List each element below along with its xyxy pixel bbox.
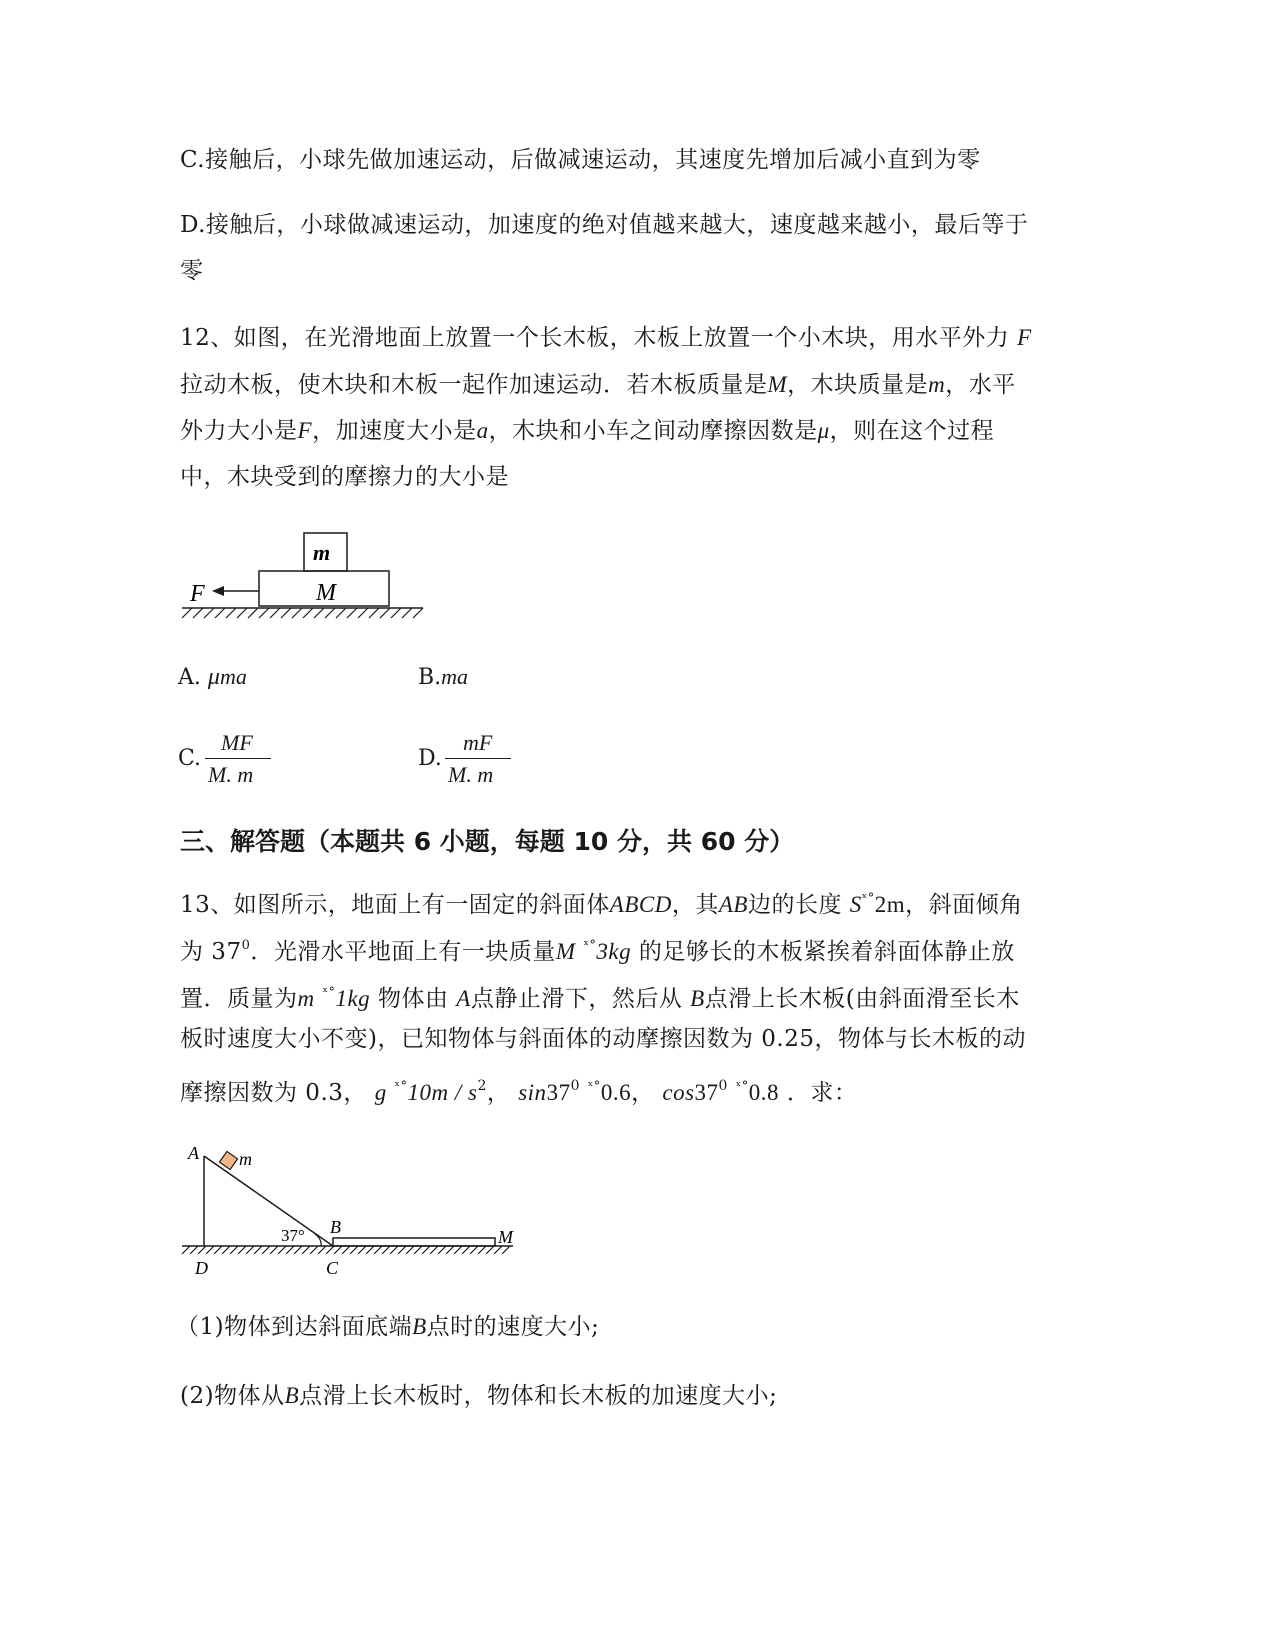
label-d: D	[195, 1258, 208, 1278]
hatch-mark	[390, 1246, 398, 1254]
q13-text: 边的长度	[747, 892, 842, 918]
hatch-mark	[206, 1246, 214, 1254]
hatch-mark	[358, 1246, 366, 1254]
q12-text: ，木块和小车之间动摩擦因数是	[488, 418, 818, 444]
hatch-mark	[374, 1246, 382, 1254]
q12-text: ，水平	[945, 372, 1016, 398]
hatch-mark	[414, 1246, 422, 1254]
hatch-mark	[193, 608, 203, 618]
q13-stem-line2	[180, 931, 1015, 967]
sliding-block	[219, 1151, 237, 1169]
ground-hatch	[182, 1246, 510, 1254]
board-label: M	[316, 580, 336, 606]
hatch-mark	[446, 1246, 454, 1254]
fraction-numerator: MF	[221, 730, 253, 755]
hatch-mark	[422, 1246, 430, 1254]
fraction-bar	[205, 758, 271, 759]
q13-value: 2m	[874, 892, 906, 917]
q13-text: （1)物体到达斜面底端	[176, 1314, 413, 1340]
q13-subquestion-1	[176, 1312, 599, 1342]
hatch-mark	[259, 608, 269, 618]
q12-text: ，木块质量是	[787, 372, 929, 398]
q13-var: ABCD	[609, 892, 672, 917]
hatch-mark	[406, 1246, 414, 1254]
section-heading: 三、解答题（本题共 6 小题，每题 10 分，共 60 分）	[180, 827, 795, 856]
superscript: 2	[477, 1078, 487, 1094]
hatch-mark	[237, 608, 247, 618]
q13-value: 37	[694, 1080, 719, 1105]
hatch-mark	[494, 1246, 502, 1254]
q13-var: A	[456, 986, 471, 1011]
fraction-bar	[445, 758, 511, 759]
hatch-mark	[402, 608, 412, 618]
label-big-m: M	[498, 1227, 513, 1247]
q13-value: 0.6	[600, 1080, 632, 1105]
q12-stem-line1	[180, 323, 1032, 353]
hatch-mark	[254, 1246, 262, 1254]
q13-var: B	[412, 1314, 427, 1339]
fraction-denominator: M. m	[208, 762, 254, 787]
hatch-mark	[270, 608, 280, 618]
q13-text: (2)物体从	[180, 1383, 285, 1409]
q13-text: ，斜面倾角	[905, 892, 1023, 918]
q13-var: S	[849, 892, 862, 917]
label-a: A	[188, 1143, 199, 1163]
q12-stem-line2	[180, 370, 1016, 400]
hatch-mark	[502, 1246, 510, 1254]
q13-value: 10m / s	[407, 1080, 478, 1105]
q12-var-small-m: m	[928, 372, 946, 397]
q13-text: 置．质量为	[180, 986, 298, 1012]
q12-option-a	[178, 664, 247, 691]
q12-stem-line3	[180, 416, 994, 446]
hatch-mark	[292, 608, 302, 618]
q13-value: 0.8	[748, 1080, 780, 1105]
eq-glyph: ˣ°	[735, 1079, 749, 1094]
hatch-mark	[380, 608, 390, 618]
q13-stem-line1	[180, 884, 1023, 920]
force-label: F	[190, 581, 205, 607]
q13-var: B	[690, 986, 705, 1011]
ground-hatch	[182, 608, 423, 618]
q13-stem-line4: 板时速度大小不变)，已知物体与斜面体的动摩擦因数为 0.25，物体与长木板的动	[180, 1026, 1026, 1052]
hatch-mark	[302, 1246, 310, 1254]
q12-text: 12、如图，在光滑地面上放置一个长木板，木板上放置一个小木块，用水平外力	[180, 325, 1010, 351]
q12-option-d-fraction	[445, 730, 515, 790]
hatch-mark	[215, 608, 225, 618]
superscript: 0	[570, 1078, 580, 1094]
hatch-mark	[430, 1246, 438, 1254]
hatch-mark	[238, 1246, 246, 1254]
hatch-mark	[336, 608, 346, 618]
fraction-denominator: M. m	[448, 762, 494, 787]
fraction-numerator: mF	[463, 730, 493, 755]
hatch-mark	[204, 608, 214, 618]
hatch-mark	[413, 608, 423, 618]
hatch-mark	[342, 1246, 350, 1254]
q13-var: g	[374, 1080, 387, 1105]
eq-glyph: ˣ°	[394, 1079, 408, 1094]
hatch-mark	[350, 1246, 358, 1254]
hatch-mark	[478, 1246, 486, 1254]
label-m: m	[239, 1149, 252, 1169]
label-c: C	[326, 1258, 339, 1278]
q13-var: AB	[718, 892, 748, 917]
q12-option-c-label: C.	[178, 746, 202, 771]
incline-slope	[204, 1156, 333, 1246]
hatch-mark	[470, 1246, 478, 1254]
block-label: m	[313, 540, 331, 565]
hatch-mark	[486, 1246, 494, 1254]
q11-option-c: C.接触后，小球先做加速运动，后做减速运动，其速度先增加后减小直到为零	[180, 147, 981, 173]
eq-glyph: ˣ°	[587, 1079, 601, 1094]
label-b: B	[330, 1217, 341, 1237]
q12-var-big-m: M	[767, 372, 788, 397]
q13-stem-line3	[180, 978, 1020, 1014]
option-expr: ma	[441, 664, 469, 689]
hatch-mark	[182, 608, 192, 618]
q13-value: 1kg	[335, 986, 371, 1011]
q13-text: ．求：	[786, 1080, 858, 1106]
eq-glyph: ˣ°	[861, 891, 875, 906]
q13-text: 为 37	[180, 939, 242, 965]
hatch-mark	[318, 1246, 326, 1254]
hatch-mark	[325, 608, 335, 618]
q13-var: m	[297, 986, 315, 1011]
hatch-mark	[248, 608, 258, 618]
hatch-mark	[278, 1246, 286, 1254]
option-expr: ma	[219, 664, 247, 689]
superscript: 0	[718, 1078, 728, 1094]
q12-option-b	[418, 664, 468, 690]
q13-value: 37	[546, 1080, 571, 1105]
q12-option-c-fraction	[205, 730, 275, 790]
hatch-mark	[303, 608, 313, 618]
eq-glyph: ˣ°	[322, 985, 336, 1000]
q13-text: 物体由	[377, 986, 449, 1012]
hatch-mark	[262, 1246, 270, 1254]
eq-glyph: ˣ°	[583, 938, 597, 953]
q13-text: 点静止滑下，然后从	[470, 986, 683, 1012]
hatch-mark	[226, 608, 236, 618]
long-board	[333, 1238, 495, 1246]
hatch-mark	[286, 1246, 294, 1254]
hatch-mark	[366, 1246, 374, 1254]
q12-text: ，则在这个过程	[829, 418, 995, 444]
hatch-mark	[347, 608, 357, 618]
q12-var-f: F	[1017, 325, 1032, 350]
hatch-mark	[310, 1246, 318, 1254]
angle-label: 37°	[281, 1226, 305, 1245]
hatch-mark	[382, 1246, 390, 1254]
q13-stem-line5: 摩擦因数为 0.3， g $^{ˣ^\circ}10m / s^2$， $\sin 37^0$ $^{ˣ^\circ}$0.6， $\cos 37^0$ $^{ˣ^\circ}$0.8 ．求：	[180, 1078, 858, 1106]
q12-stem-line4: 中，木块受到的摩擦力的大小是	[180, 464, 509, 490]
q12-text: 外力大小是	[180, 418, 298, 444]
q13-subquestion-2	[180, 1381, 777, 1411]
option-letter: B.	[418, 665, 442, 690]
hatch-mark	[222, 1246, 230, 1254]
hatch-mark	[314, 608, 324, 618]
q13-text: 点时的速度大小;	[426, 1314, 600, 1340]
q11-option-d-line1: D.接触后，小球做减速运动，加速度的绝对值越来越大，速度越来越小，最后等于	[180, 212, 1029, 238]
hatch-mark	[198, 1246, 206, 1254]
q13-value: 3kg	[596, 939, 632, 964]
q13-figure	[180, 1140, 525, 1280]
q13-var: B	[284, 1383, 300, 1408]
q12-var-a: a	[476, 418, 489, 443]
force-arrowhead	[212, 586, 224, 596]
q13-text: 摩擦因数为 0.3，	[180, 1080, 367, 1106]
hatch-mark	[398, 1246, 406, 1254]
q12-var-f: F	[297, 418, 313, 443]
q13-var: M	[555, 939, 576, 964]
hatch-mark	[190, 1246, 198, 1254]
q13-func: cos	[662, 1080, 695, 1105]
q13-text: ．光滑水平地面上有一块质量	[250, 939, 556, 965]
hatch-mark	[281, 608, 291, 618]
mu-symbol: μ	[207, 664, 220, 690]
q13-func: sin	[518, 1080, 547, 1105]
hatch-mark	[462, 1246, 470, 1254]
hatch-mark	[246, 1246, 254, 1254]
q13-text: ，其	[671, 892, 719, 918]
option-letter: A.	[178, 665, 201, 690]
hatch-mark	[369, 608, 379, 618]
q12-text: ，加速度大小是	[312, 418, 477, 444]
hatch-mark	[294, 1246, 302, 1254]
q12-figure	[180, 528, 430, 628]
hatch-mark	[326, 1246, 334, 1254]
degree-sup: 0	[241, 938, 251, 953]
hatch-mark	[391, 608, 401, 618]
hatch-mark	[230, 1246, 238, 1254]
hatch-mark	[454, 1246, 462, 1254]
q11-option-d-line2: 零	[180, 258, 204, 284]
q13-text: 的足够长的木板紧挨着斜面体静止放	[638, 939, 1015, 965]
q12-var-mu: μ	[817, 418, 830, 443]
q13-text: 13、如图所示，地面上有一固定的斜面体	[180, 892, 610, 918]
hatch-mark	[214, 1246, 222, 1254]
hatch-mark	[270, 1246, 278, 1254]
q13-text: 点滑上长木板(由斜面滑至长木	[704, 986, 1020, 1012]
hatch-mark	[182, 1246, 190, 1254]
hatch-mark	[334, 1246, 342, 1254]
q12-text: 拉动木板，使木块和木板一起作加速运动．若木板质量是	[180, 372, 768, 398]
q12-option-d-label: D.	[418, 746, 442, 771]
q13-text: 点滑上长木板时，物体和长木板的加速度大小;	[299, 1383, 778, 1409]
hatch-mark	[358, 608, 368, 618]
hatch-mark	[438, 1246, 446, 1254]
